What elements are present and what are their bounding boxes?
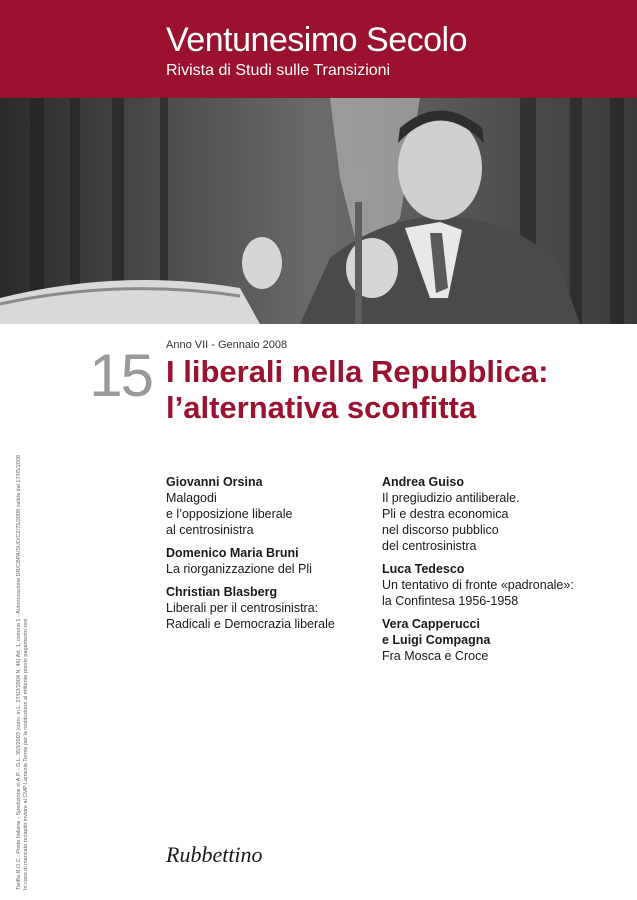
- entry-author: Andrea Guiso: [382, 475, 464, 489]
- entry-author: Luca Tedesco: [382, 562, 465, 576]
- journal-subtitle: Rivista di Studi sulle Transizioni: [166, 62, 391, 79]
- entry-author: Giovanni Orsina: [166, 475, 263, 489]
- entry-title: Liberali per il centrosinistra: Radicali e Democrazia liberale: [166, 601, 335, 631]
- contents-entry: [166, 584, 386, 632]
- postal-legal-text: Tariffa R.O.C.: Poste Italiane - Spedizione in A.P. - D.L. 353/2003 (conv. in L. 27/02/2004 N. 46) Art. 1, comma 1 - Autorizzazione DR/CBPA/SUD/CZ/75/2008 valida dal 17/05/2008 In caso di mancato recapito inviare al CMP Lamezia Terme per la restituzione al mittente previo pagamento resi: [16, 455, 29, 890]
- issue-date: Anno VII - Gennaio 2008: [166, 339, 288, 351]
- speaker-photo: [0, 98, 637, 324]
- issue-number: 15: [89, 342, 152, 409]
- entry-author: Domenico Maria Bruni: [166, 546, 299, 560]
- headline: [166, 354, 626, 426]
- entry-title: La riorganizzazione del Pli: [166, 562, 312, 576]
- header-band: [0, 0, 637, 98]
- entry-title: Il pregiudizio antiliberale. Pli e destra economica nel discorso pubblico del centrosinistra: [382, 491, 520, 553]
- contents-right-column: [382, 474, 622, 671]
- headline-line-2: l’alternativa sconfitta: [166, 390, 477, 425]
- contents-entry: [382, 561, 622, 609]
- headline-line-1: I liberali nella Repubblica:: [166, 354, 549, 389]
- cover-photo: [0, 98, 637, 324]
- entry-author: Vera Capperucci e Luigi Compagna: [382, 617, 491, 647]
- contents-entry: [382, 474, 622, 554]
- contents-entry: [382, 616, 622, 664]
- entry-title: Fra Mosca e Croce: [382, 649, 489, 663]
- entry-title: Malagodi e l’opposizione liberale al centrosinistra: [166, 491, 293, 537]
- publisher-name: Rubbettino: [166, 842, 263, 867]
- contents-left-column: [166, 474, 386, 639]
- journal-title: Ventunesimo Secolo: [166, 21, 467, 59]
- contents-entry: [166, 474, 386, 538]
- entry-author: Christian Blasberg: [166, 585, 278, 599]
- contents-entry: [166, 545, 386, 577]
- entry-title: Un tentativo di fronte «padronale»: la Confintesa 1956-1958: [382, 578, 574, 608]
